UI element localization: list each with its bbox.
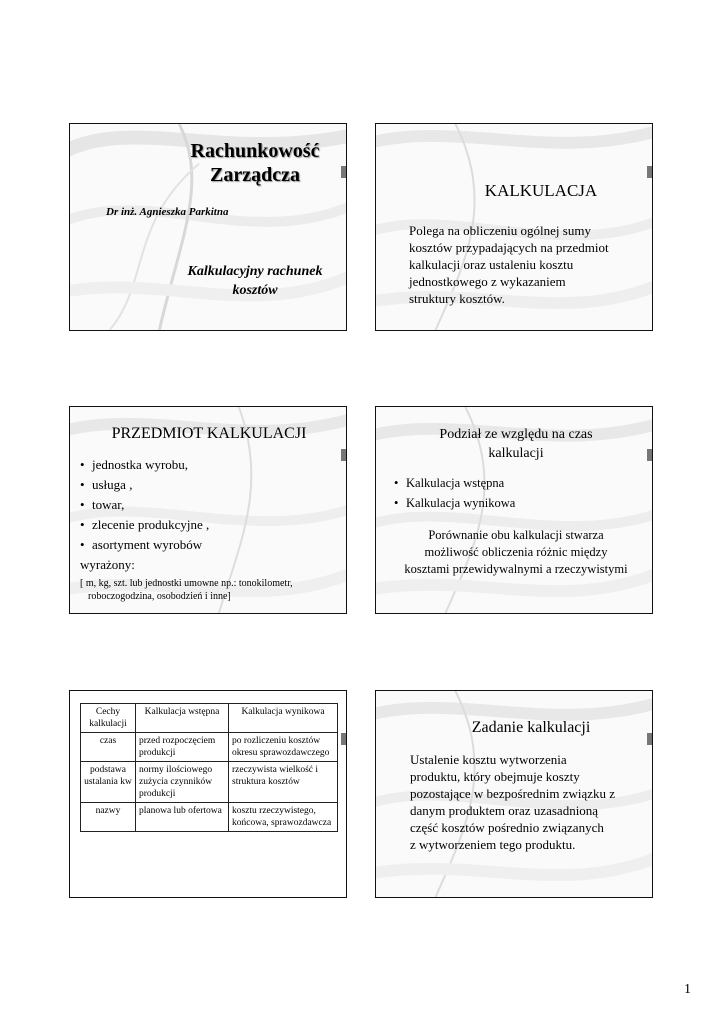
table-cell: po rozliczeniu kosztów okresu sprawozdawczego	[229, 733, 338, 762]
table-cell: czas	[81, 733, 136, 762]
table-row	[81, 803, 338, 832]
slide-heading: Zadanie kalkulacji	[471, 719, 591, 736]
table-header-row	[81, 704, 338, 733]
slide-title-heading: Rachunkowość Zarządcza	[190, 140, 320, 186]
slide-podzial	[375, 406, 653, 614]
list-item: • Kalkulacja wynikowa	[394, 496, 516, 510]
comparison-text: Porównanie obu kalkulacji stwarza możliwość obliczenia różnic między kosztami przewidywalnymi a rzeczywistymi	[404, 528, 628, 576]
table-cell: podstawa ustalania kw	[81, 762, 136, 803]
table-row	[81, 762, 338, 803]
list-item: • usługa ,	[80, 477, 133, 492]
slide-heading: PRZEDMIOT KALKULACJI	[111, 425, 307, 442]
slide-body-text: Ustalenie kosztu wytworzenia produktu, który obejmuje koszty pozostające w bezpośrednim związku z danym produktem oraz uzasadnioną część kosztów pośrednio związanych z wytworzeniem tego produktu.	[410, 752, 616, 852]
slide-heading: Podział ze względu na czas kalkulacji	[439, 427, 593, 461]
list-item: • asortyment wyrobów	[80, 537, 203, 552]
slide-comparison-table	[69, 690, 347, 898]
table-cell: kosztu rzeczywistego, końcowa, sprawozdawcza	[229, 803, 338, 832]
table-header-cell: Kalkulacja wstępna	[136, 704, 229, 733]
unit-note: [ m, kg, szt. lub jednostki umowne np.: tonokilometr, roboczogodzina, osobodzień i inne]	[80, 578, 293, 602]
table-cell: planowa lub ofertowa	[136, 803, 229, 832]
table-header-cell: Kalkulacja wynikowa	[229, 704, 338, 733]
slide-title	[69, 123, 347, 331]
slide-body-text: Polega na obliczeniu ogólnej sumy kosztów przypadających na przedmiot kalkulacji oraz ustaleniu kosztu jednostkowego z wykazaniem struktury kosztów.	[409, 223, 609, 306]
table-cell: normy ilościowego zużycia czynników produkcji	[136, 762, 229, 803]
list-item: • towar,	[80, 497, 125, 512]
list-item: • zlecenie produkcyjne ,	[80, 517, 210, 532]
table-cell: rzeczywista wielkość i struktura kosztów	[229, 762, 338, 803]
comparison-table	[80, 703, 338, 832]
slide-kalkulacja	[375, 123, 653, 331]
table-row	[81, 733, 338, 762]
table-cell: nazwy	[81, 803, 136, 832]
page-number: 1	[684, 982, 691, 997]
slide-heading: KALKULACJA	[484, 181, 598, 200]
author: Dr inż. Agnieszka Parkitna	[106, 206, 229, 218]
slide-zadanie-kalkulacji	[375, 690, 653, 898]
list-item: • Kalkulacja wstępna	[394, 476, 505, 490]
bullet-list	[394, 473, 515, 513]
slide-subtitle: Kalkulacyjny rachunek kosztów	[187, 264, 323, 298]
slide-przedmiot-kalkulacji	[69, 406, 347, 614]
bullet-list	[80, 455, 209, 555]
table-header-cell: Cechy kalkulacji	[81, 704, 136, 733]
unit-label: wyrażony:	[80, 557, 135, 572]
table-cell: przed rozpoczęciem produkcji	[136, 733, 229, 762]
list-item: • jednostka wyrobu,	[80, 457, 189, 472]
